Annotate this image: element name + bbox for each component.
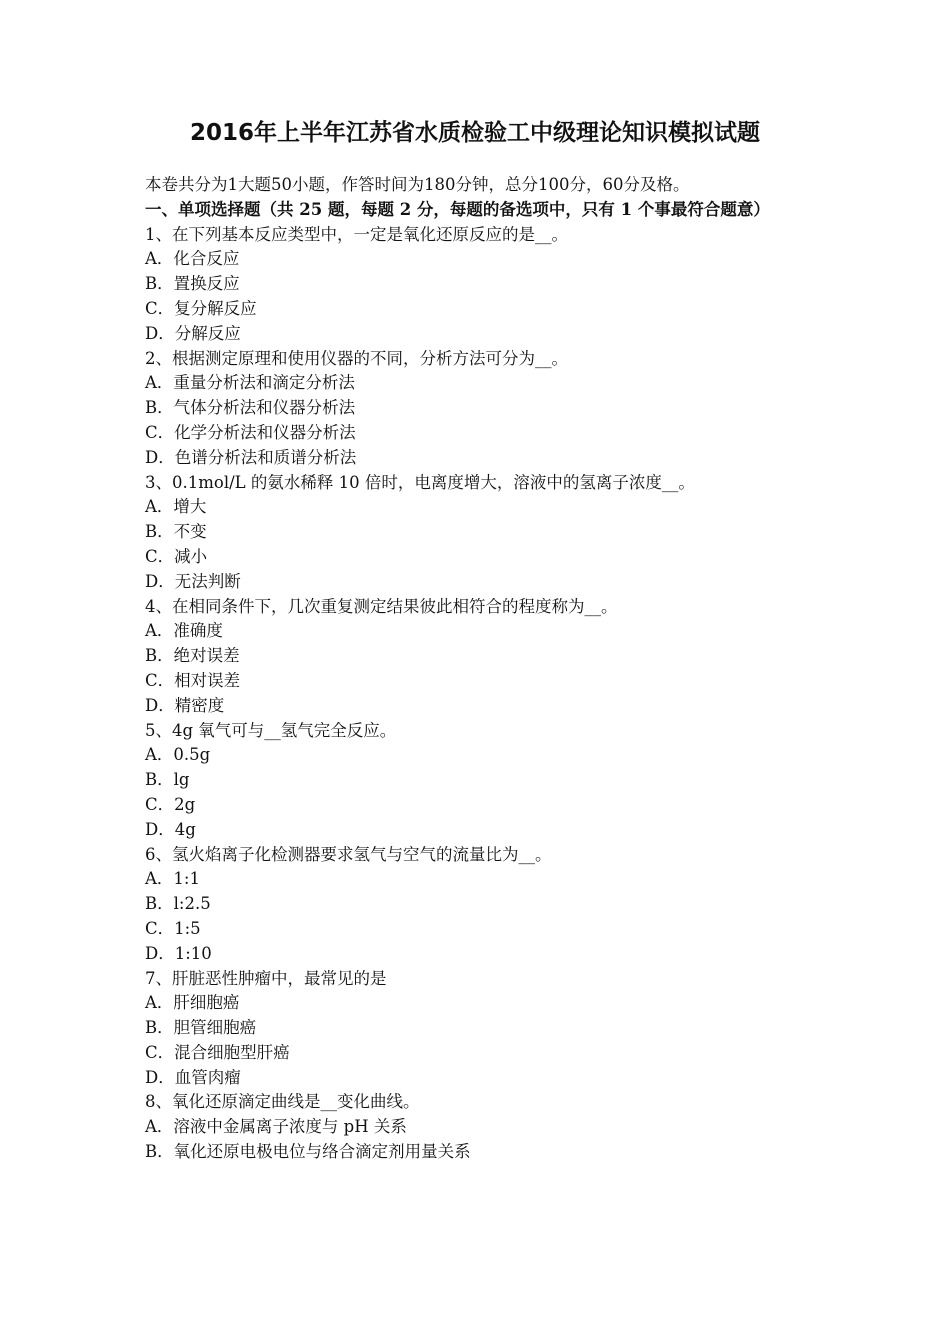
option-d: D．4g <box>145 819 196 839</box>
question-stem: 6、氢火焰离子化检测器要求氢气与空气的流量比为__。 <box>145 844 552 864</box>
option-b: B．不变 <box>145 522 207 542</box>
option-a: A．增大 <box>145 497 207 517</box>
exam-intro: 本卷共分为1大题50小题，作答时间为180分钟，总分100分，60分及格。 <box>145 175 690 194</box>
option-d: D．色谱分析法和质谱分析法 <box>145 447 357 467</box>
option-d: D．1:10 <box>145 943 212 963</box>
question-5 <box>145 719 815 843</box>
question-3 <box>145 471 815 595</box>
option-b: B．氧化还原电极电位与络合滴定剂用量关系 <box>145 1142 471 1162</box>
question-stem: 7、肝脏恶性肿瘤中，最常见的是 <box>145 968 387 988</box>
option-c: C．化学分析法和仪器分析法 <box>145 422 356 442</box>
option-a: A．化合反应 <box>145 249 240 269</box>
option-b: B．置换反应 <box>145 274 240 294</box>
option-a: A．溶液中金属离子浓度与 pH 关系 <box>145 1117 407 1137</box>
question-8 <box>145 1090 815 1164</box>
section-heading: 一、单项选择题（共 25 题，每题 2 分，每题的备选项中，只有 1 个事最符合题意） <box>145 199 770 219</box>
option-d: D．分解反应 <box>145 323 241 343</box>
question-4 <box>145 595 815 719</box>
option-d: D．无法判断 <box>145 571 241 591</box>
question-7 <box>145 967 815 1091</box>
option-b: B．绝对误差 <box>145 646 240 666</box>
document-title: 2016年上半年江苏省水质检验工中级理论知识模拟试题 <box>189 120 760 146</box>
option-b: B．胆管细胞癌 <box>145 1018 257 1038</box>
question-1 <box>145 223 815 347</box>
question-2 <box>145 347 815 471</box>
option-c: C．复分解反应 <box>145 298 257 318</box>
question-stem: 4、在相同条件下，几次重复测定结果彼此相符合的程度称为__。 <box>145 596 618 616</box>
option-a: A．0.5g <box>145 745 211 765</box>
option-b: B．气体分析法和仪器分析法 <box>145 398 356 418</box>
option-a: A．肝细胞癌 <box>145 993 240 1013</box>
option-c: C．混合细胞型肝癌 <box>145 1042 290 1062</box>
question-stem: 2、根据测定原理和使用仪器的不同，分析方法可分为__。 <box>145 348 568 368</box>
question-6 <box>145 843 815 967</box>
question-stem: 5、4g 氧气可与__氢气完全反应。 <box>145 720 397 740</box>
option-b: B．l:2.5 <box>145 894 211 914</box>
option-a: A．1:1 <box>145 869 200 889</box>
question-stem: 3、0.1mol/L 的氨水稀释 10 倍时，电离度增大，溶液中的氢离子浓度__。 <box>145 472 695 492</box>
option-b: B．lg <box>145 770 190 790</box>
option-c: C．相对误差 <box>145 670 241 690</box>
option-a: A．准确度 <box>145 621 223 641</box>
option-c: C．减小 <box>145 546 208 566</box>
option-d: D．精密度 <box>145 695 225 715</box>
option-d: D．血管肉瘤 <box>145 1067 241 1087</box>
question-stem: 8、氧化还原滴定曲线是__变化曲线。 <box>145 1092 420 1112</box>
document-body <box>145 173 815 1165</box>
option-a: A．重量分析法和滴定分析法 <box>145 373 355 393</box>
question-stem: 1、在下列基本反应类型中，一定是氧化还原反应的是__。 <box>145 224 568 244</box>
option-c: C．1:5 <box>145 918 201 938</box>
option-c: C．2g <box>145 794 196 814</box>
